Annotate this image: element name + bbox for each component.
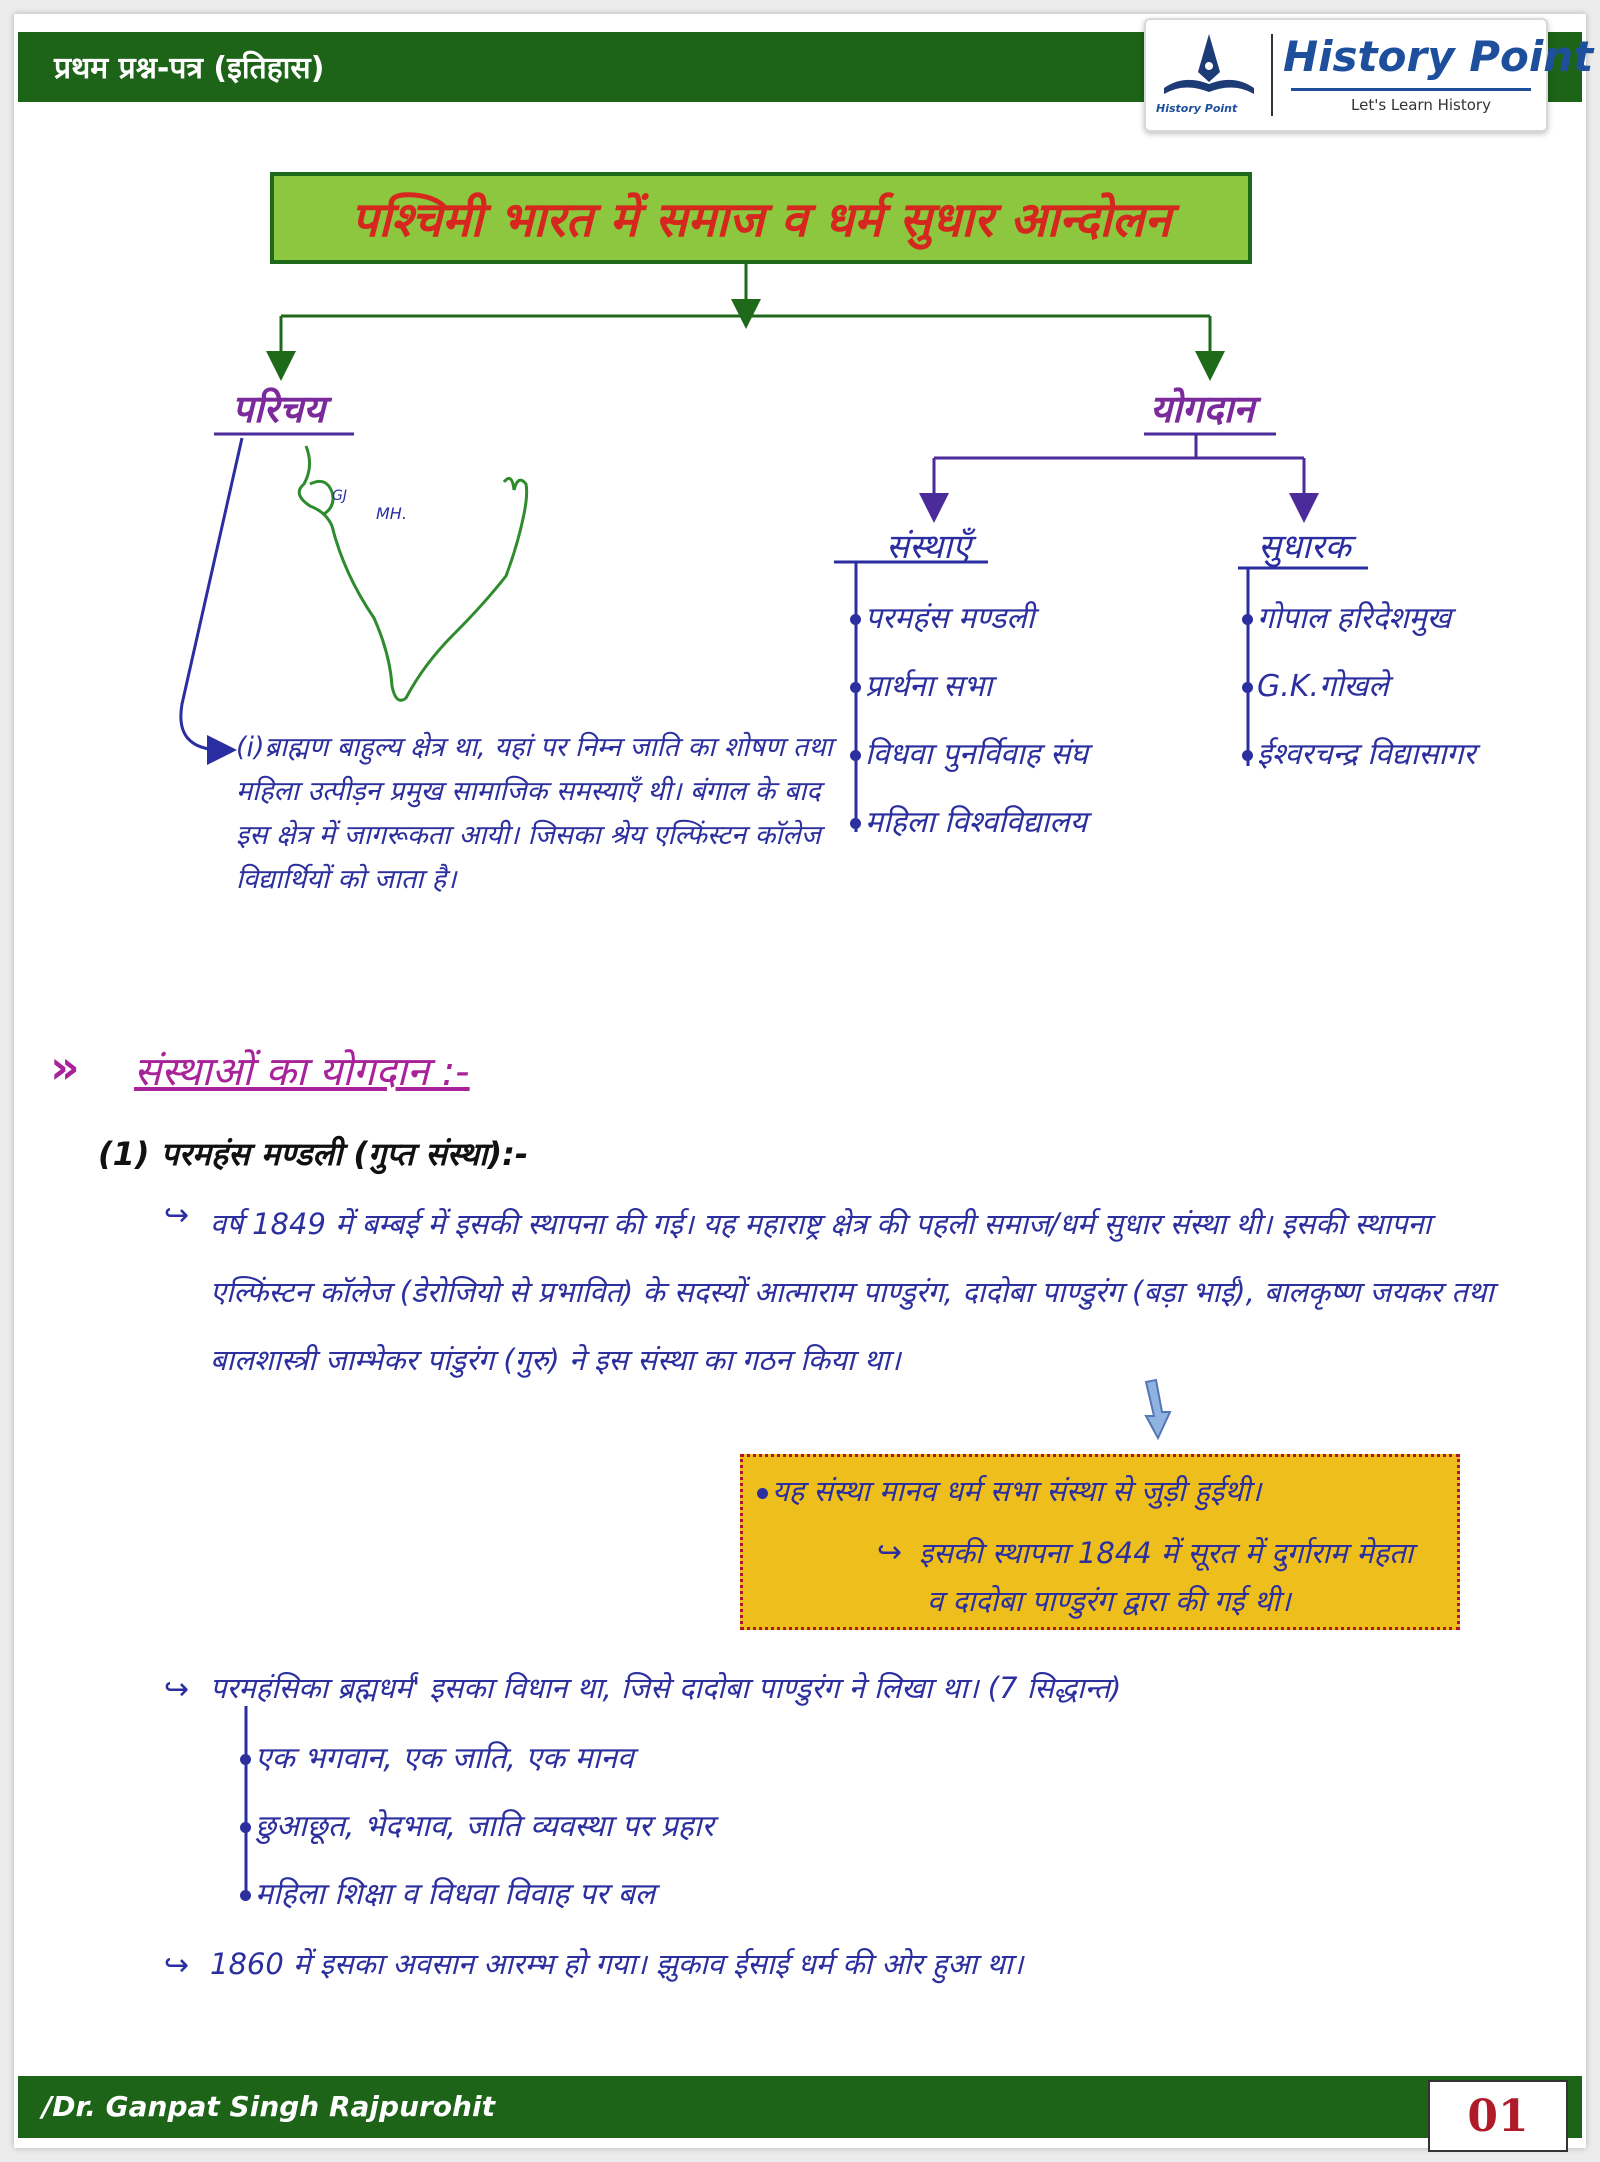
principle-label: छुआछूत, भेदभाव, जाति व्यवस्था पर प्रहार — [255, 1809, 714, 1844]
sudharak-item — [1242, 596, 1451, 637]
sanstha-item-label: विधवा पुनर्विवाह संघ — [865, 737, 1088, 772]
logo-small-text: History Point — [1156, 102, 1238, 115]
main-title: पश्चिमी भारत में समाज व धर्म सुधार आन्दोलन — [351, 191, 1171, 248]
yogdan-node: योगदान — [1150, 387, 1255, 431]
paper-title: प्रथम प्रश्न-पत्र (इतिहास) — [54, 51, 325, 86]
sanstha-item-label: महिला विश्वविद्यालय — [865, 805, 1088, 840]
intro-text: (i)ब्राह्मण बाहुल्य क्षेत्र था, यहां पर निम्न जाति का शोषण तथा महिला उत्पीड़न प्रमुख सामाजिक समस्याएँ थी। बंगाल के बाद इस क्षेत्र में जागरूकता आयी। जिसका श्रेय एल्फिंस्टन कॉलेज विद्यार्थियों को जाता है। — [236, 732, 833, 895]
para-3: 1860 में इसका अवसान आरम्भ हो गया। झुकाव ईसाई धर्म की ओर हुआ था। — [210, 1947, 1024, 1981]
sudharak-label: सुधारक — [1258, 527, 1351, 567]
arrow-icon: ↪ — [164, 1672, 190, 1707]
sanstha-item — [850, 800, 1087, 841]
sudharak-item-label: ईश्वरचन्द्र विद्यासागर — [1257, 737, 1476, 772]
sudharak-item-label: गोपाल हरिदेशमुख — [1257, 601, 1452, 636]
sanstha-item — [850, 664, 992, 705]
sansthaen-label: संस्थाएँ — [886, 527, 971, 567]
principle-item — [240, 1804, 714, 1845]
highlight-box — [740, 1454, 1460, 1630]
arrow-icon: ↪ — [164, 1948, 190, 1983]
india-map-outline — [299, 446, 526, 700]
sanstha-item — [850, 732, 1088, 773]
box-line: इसकी स्थापना 1844 में सूरत में दुर्गाराम मेहता — [919, 1536, 1414, 1570]
page-number: 01 — [1467, 2090, 1529, 2142]
logo-name: History Point — [1283, 32, 1594, 81]
main-title-box — [270, 172, 1252, 264]
para-2: परमहंसिका ब्रह्मधर्म' इसका विधान था, जिसे दादोबा पाण्डुरंग ने लिखा था। (7 सिद्धान्त) — [210, 1671, 1122, 1705]
arrow-icon: ↪ — [877, 1535, 903, 1570]
author-name: /Dr. Ganpat Singh Rajpurohit — [42, 2090, 495, 2123]
sanstha-item-label: परमहंस मण्डली — [865, 601, 1035, 636]
double-chevron-icon: » — [50, 1040, 80, 1094]
principle-item — [240, 1872, 655, 1913]
subheading: (1) परमहंस मण्डली (गुप्त संस्था):- — [98, 1135, 529, 1173]
box-line: व दादोबा पाण्डुरंग द्वारा की गई थी। — [927, 1584, 1291, 1618]
sanstha-item — [850, 596, 1034, 637]
principle-item — [240, 1736, 634, 1777]
page-number-box — [1428, 2080, 1568, 2152]
page — [14, 14, 1594, 2148]
sudharak-item-label: G.K.गोखले — [1257, 669, 1389, 704]
sudharak-item — [1242, 664, 1389, 705]
footer-bar — [18, 2076, 1582, 2142]
logo-tagline: Let's Learn History — [1351, 96, 1491, 114]
parichay-node: परिचय — [232, 387, 326, 431]
box-line-text: यह संस्था मानव धर्म सभा संस्था से जुड़ी हुईथी। — [772, 1474, 1262, 1508]
principle-label: एक भगवान, एक जाति, एक मानव — [255, 1741, 634, 1776]
para-1: वर्ष 1849 में बम्बई में इसकी स्थापना की गई। यह महाराष्ट्र क्षेत्र की पहली समाज/धर्म सुधार संस्था थी। इसकी स्थापना एल्फिंस्टन कॉलेज (डेरोजियो से प्रभावित) के सदस्यों आत्माराम पाण्डुरंग, दादोबा पाण्डुरंग (बड़ा भाई), बालकृष्ण जयकर तथा बालशास्त्री जाम्भेकर पांडुरंग (गुरु) ने इस संस्था का गठन किया था। — [210, 1207, 1494, 1377]
sanstha-item-label: प्रार्थना सभा — [865, 669, 993, 704]
map-label-mh: MH. — [376, 504, 407, 523]
section-heading: संस्थाओं का योगदान :- — [134, 1049, 470, 1095]
principle-label: महिला शिक्षा व विधवा विवाह पर बल — [255, 1877, 656, 1912]
map-label-gj: GJ — [332, 488, 347, 504]
sudharak-item — [1242, 732, 1476, 773]
box-line — [757, 1471, 1261, 1510]
arrow-icon: ↪ — [164, 1198, 190, 1233]
